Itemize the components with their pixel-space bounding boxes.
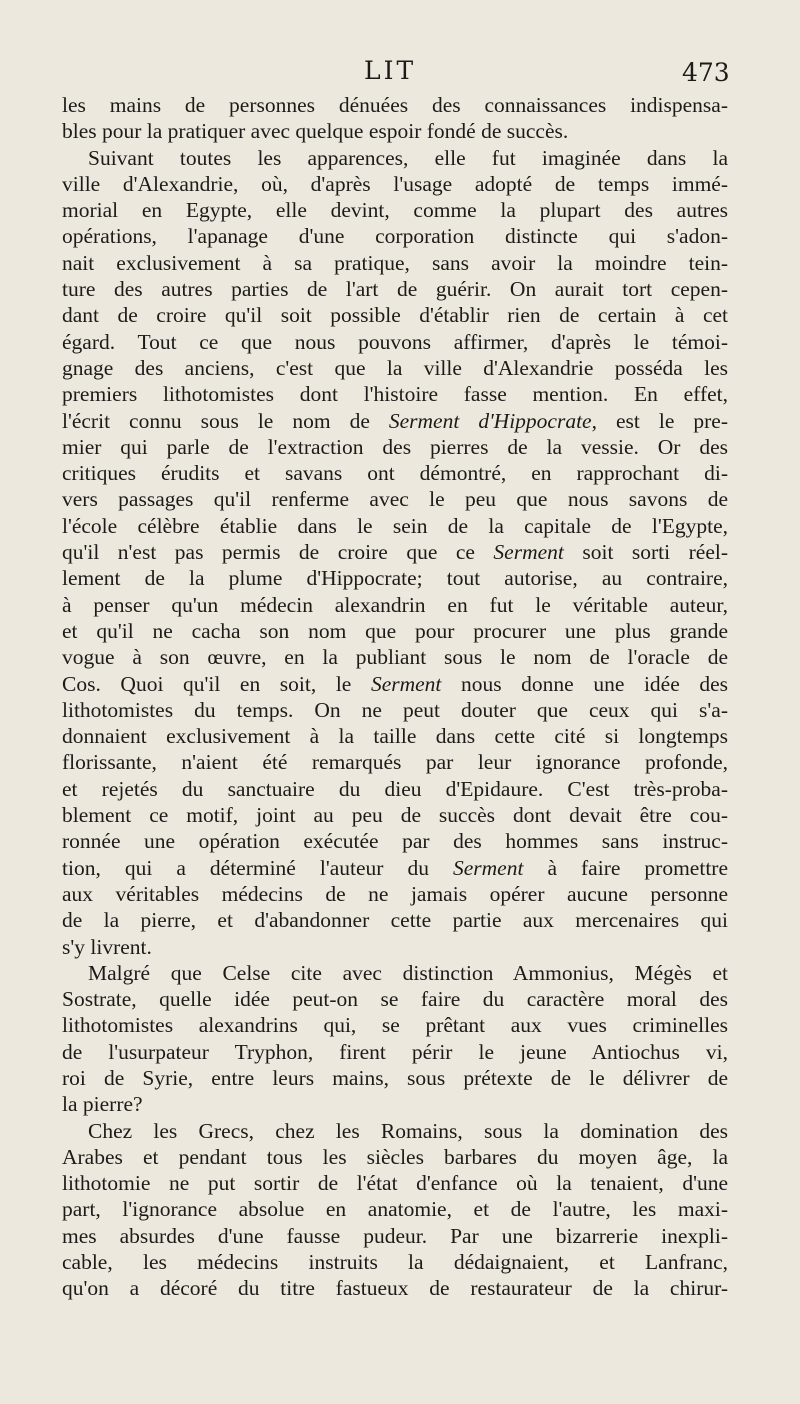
text-segment: opérations, l'apanage d'une corporation distincte qui s'adon- — [62, 224, 728, 249]
text-segment: mes absurdes d'une fausse pudeur. Par une bizarrerie inexpli- — [62, 1223, 728, 1248]
italic-title: Serment — [493, 540, 564, 565]
text-line — [62, 118, 728, 144]
text-line — [62, 671, 728, 697]
page-header — [0, 56, 800, 92]
text-segment: Cos. Quoi qu'il en soit, le — [62, 671, 371, 696]
text-segment: qu'on a décoré du titre fastueux de restaurateur de la chirur- — [62, 1276, 728, 1301]
text-line — [62, 592, 728, 618]
text-line — [62, 250, 728, 276]
text-segment: vogue à son œuvre, en la publiant sous le nom de l'oracle de — [62, 645, 728, 670]
text-segment: nait exclusivement à sa pratique, sans avoir la moindre tein- — [62, 250, 728, 275]
text-segment: part, l'ignorance absolue en anatomie, et de l'autre, les maxi- — [62, 1197, 728, 1222]
text-segment: critiques érudits et savans ont démontré, en rapprochant di- — [62, 461, 728, 486]
text-segment: gnage des anciens, c'est que la ville d'Alexandrie posséda les — [62, 355, 728, 380]
text-line — [62, 565, 728, 591]
running-title: LIT — [364, 56, 417, 85]
text-line — [62, 855, 728, 881]
text-line — [62, 881, 728, 907]
text-segment: qu'il n'est pas permis de croire que ce — [62, 540, 494, 565]
text-segment: à penser qu'un médecin alexandrin en fut le véritable auteur, — [62, 592, 728, 617]
text-line — [62, 1196, 728, 1222]
body-text — [62, 92, 728, 1302]
text-segment: l'écrit connu sous le nom de — [62, 408, 389, 433]
text-line — [62, 329, 728, 355]
text-segment: tion, qui a déterminé l'auteur du — [62, 855, 453, 880]
text-segment: blement ce motif, joint au peu de succès dont devait être cou- — [62, 803, 728, 828]
text-segment: la pierre? — [62, 1092, 143, 1117]
text-segment: à faire promettre — [523, 855, 728, 880]
text-line — [62, 802, 728, 828]
text-line — [62, 828, 728, 854]
text-segment: lithotomistes alexandrins qui, se prêtant aux vues criminelles — [62, 1013, 728, 1038]
text-segment: cable, les médecins instruits la dédaignaient, et Lanfranc, — [62, 1250, 728, 1275]
text-line — [62, 302, 728, 328]
text-segment: Suivant toutes les apparences, elle fut imaginée dans la — [88, 145, 728, 170]
text-segment: lithotomistes du temps. On ne peut douter que ceux qui s'a- — [62, 697, 728, 722]
page-number: 473 — [682, 58, 730, 87]
text-line — [62, 408, 728, 434]
text-line — [62, 276, 728, 302]
text-segment: l'école célèbre établie dans le sein de la capitale de l'Egypte, — [62, 513, 728, 538]
text-segment: ville d'Alexandrie, où, d'après l'usage adopté de temps immé- — [62, 171, 728, 196]
text-line — [62, 986, 728, 1012]
text-segment: et qu'il ne cacha son nom que pour procurer une plus grande — [62, 618, 728, 643]
text-line — [62, 197, 728, 223]
text-line — [62, 749, 728, 775]
text-line — [62, 1275, 728, 1301]
text-line — [62, 1249, 728, 1275]
text-line — [62, 486, 728, 512]
text-segment: soit sorti réel- — [563, 540, 728, 565]
text-segment: vers passages qu'il renferme avec le peu que nous savons de — [62, 487, 728, 512]
text-line — [62, 1223, 728, 1249]
text-line — [62, 618, 728, 644]
text-line — [62, 145, 728, 171]
text-segment: dant de croire qu'il soit possible d'établir rien de certain à cet — [62, 303, 728, 328]
text-segment: Sostrate, quelle idée peut-on se faire du caractère moral des — [62, 987, 728, 1012]
text-segment: premiers lithotomistes dont l'histoire fasse mention. En effet, — [62, 382, 728, 407]
text-segment: mier qui parle de l'extraction des pierres de la vessie. Or des — [62, 434, 728, 459]
text-segment: aux véritables médecins de ne jamais opérer aucune personne — [62, 881, 728, 906]
text-line — [62, 934, 728, 960]
text-line — [62, 960, 728, 986]
text-line — [62, 776, 728, 802]
text-line — [62, 223, 728, 249]
text-segment: Chez les Grecs, chez les Romains, sous la domination des — [88, 1118, 728, 1143]
text-segment: de la pierre, et d'abandonner cette partie aux mercenaires qui — [62, 908, 728, 933]
text-segment: s'y livrent. — [62, 934, 152, 959]
text-segment: bles pour la pratiquer avec quelque espoir fondé de succès. — [62, 119, 569, 144]
text-segment: lithotomie ne put sortir de l'état d'enfance où la tenaient, d'une — [62, 1171, 728, 1196]
text-segment: lement de la plume d'Hippocrate; tout autorise, au contraire, — [62, 566, 728, 591]
text-line — [62, 1091, 728, 1117]
text-segment: Malgré que Celse cite avec distinction Ammonius, Mégès et — [88, 960, 728, 985]
text-line — [62, 1065, 728, 1091]
text-line — [62, 907, 728, 933]
text-line — [62, 644, 728, 670]
text-segment: Arabes et pendant tous les siècles barbares du moyen âge, la — [62, 1144, 728, 1169]
text-segment: morial en Egypte, elle devint, comme la plupart des autres — [62, 198, 728, 223]
text-line — [62, 1012, 728, 1038]
text-line — [62, 513, 728, 539]
text-segment: roi de Syrie, entre leurs mains, sous prétexte de le délivrer de — [62, 1065, 728, 1090]
text-line — [62, 697, 728, 723]
text-line — [62, 539, 728, 565]
text-line — [62, 92, 728, 118]
text-segment: donnaient exclusivement à la taille dans cette cité si longtemps — [62, 724, 728, 749]
text-line — [62, 434, 728, 460]
text-line — [62, 1170, 728, 1196]
italic-title: Serment — [452, 855, 524, 880]
text-segment: nous donne une idée des — [441, 671, 729, 696]
text-segment: ture des autres parties de l'art de guérir. On aurait tort cepen- — [62, 277, 728, 302]
italic-title: Serment — [370, 671, 442, 696]
italic-title: Serment d'Hippocrate — [388, 408, 592, 433]
text-line — [62, 1039, 728, 1065]
text-line — [62, 381, 728, 407]
text-line — [62, 1144, 728, 1170]
text-segment: égard. Tout ce que nous pouvons affirmer, d'après le témoi- — [62, 329, 728, 354]
text-line — [62, 1118, 728, 1144]
text-line — [62, 355, 728, 381]
text-line — [62, 460, 728, 486]
text-line — [62, 723, 728, 749]
text-segment: florissante, n'aient été remarqués par leur ignorance profonde, — [62, 750, 728, 775]
text-line — [62, 171, 728, 197]
text-segment: ronnée une opération exécutée par des hommes sans instruc- — [62, 829, 728, 854]
text-segment: les mains de personnes dénuées des connaissances indispensa- — [62, 93, 728, 117]
text-segment: de l'usurpateur Tryphon, firent périr le jeune Antiochus vi, — [62, 1039, 728, 1064]
text-segment: et rejetés du sanctuaire du dieu d'Epidaure. C'est très-proba- — [62, 776, 728, 801]
text-segment: , est le pre- — [591, 408, 728, 433]
